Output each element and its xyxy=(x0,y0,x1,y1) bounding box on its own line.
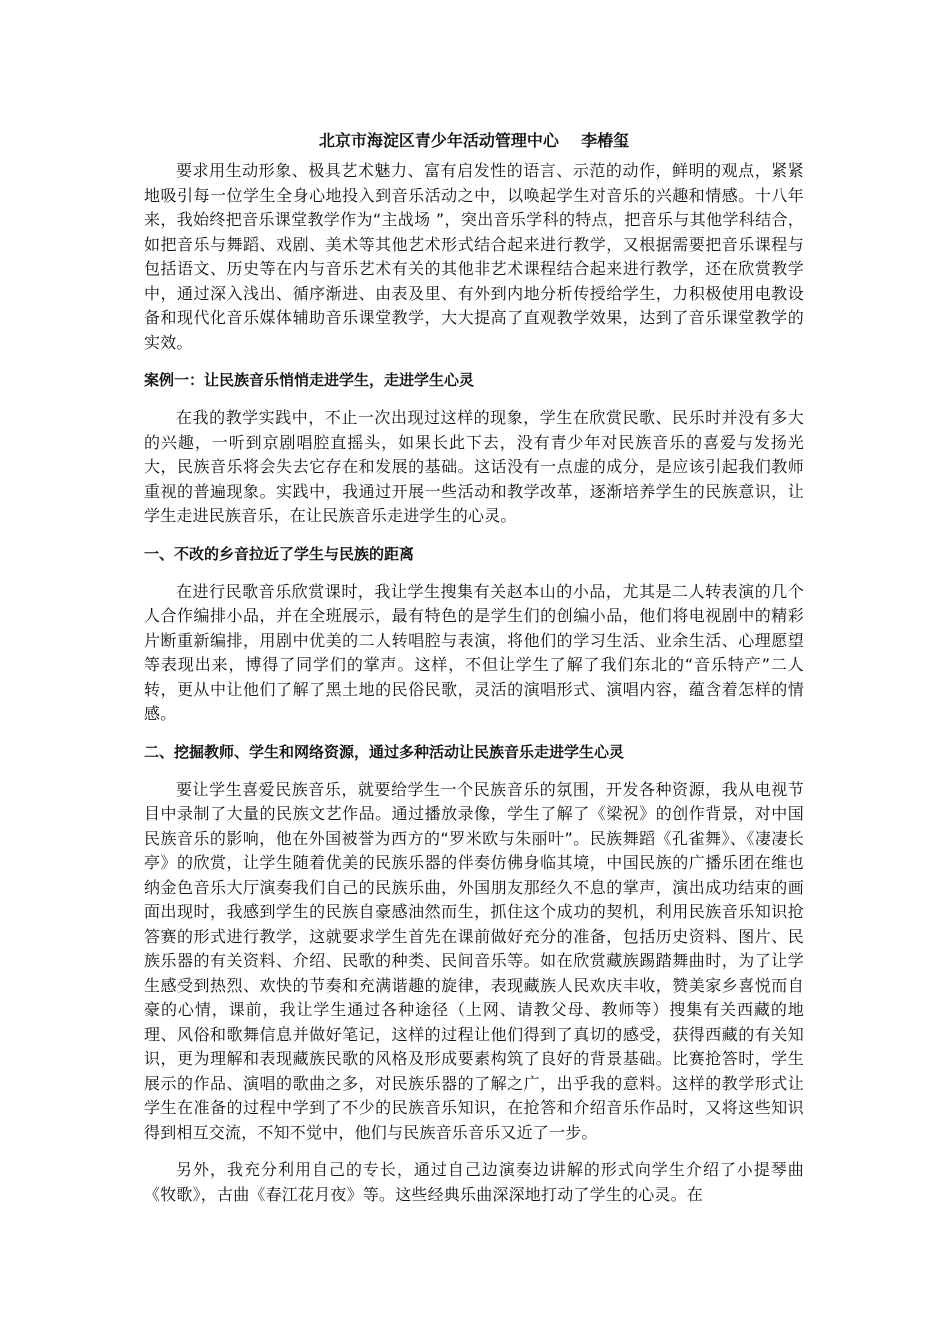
document-page xyxy=(144,128,804,1220)
document-title: 北京市海淀区青少年活动管理中心 李椿玺 xyxy=(318,131,630,150)
case-one-paragraph: 在我的教学实践中，不止一次出现过这样的现象，学生在欣赏民歌、民乐时并没有多大的兴趣，一听到京剧唱腔直摇头，如果长此下去，没有青少年对民族音乐的喜爱与发扬光大，民族音乐将会失去它存在和发展的基础。这话没有一点虚的成分，是应该引起我们教师重视的普遍现象。实践中，我通过开展一些活动和教学改革，逐渐培养学生的民族意识，让学生走进民族音乐，在让民族音乐走进学生的心灵。 xyxy=(144,408,804,525)
intro-paragraph: 要求用生动形象、极具艺术魅力、富有启发性的语言、示范的动作，鲜明的观点，紧紧地吸引每一位学生全身心地投入到音乐活动之中，以唤起学生对音乐的兴趣和情感。十八年来，我始终把音乐课堂教学作为“主战场 ”，突出音乐学科的特点，把音乐与其他学科结合，如把音乐与舞蹈、戏剧、美术等其他艺术形式结合起来进行教学，又根据需要把音乐课程与包括语文、历史等在内与音乐艺术有关的其他非艺术课程结合起来进行教学，还在欣赏教学中，通过深入浅出、循序渐进、由表及里、有外到内地分析传授给学生，力积极使用电教设备和现代化音乐媒体辅助音乐课堂教学，大大提高了直观教学效果，达到了音乐课堂教学的实效。 xyxy=(144,161,804,352)
section-two-paragraph: 要让学生喜爱民族音乐，就要给学生一个民族音乐的氛围，开发各种资源，我从电视节目中录制了大量的民族文艺作品。通过播放录像，学生了解了《梁祝》的创作背景，对中国民族音乐的影响，他在外国被誉为西方的“罗米欧与朱丽叶”。民族舞蹈《孔雀舞》、《凄凄长亭》的欣赏，让学生随着优美的民族乐器的伴奏仿佛身临其境，中国民族的广播乐团在维也纳金色音乐大厅演奏我们自己的民族乐曲，外国朋友那经久不息的掌声，演出成功结束的画面出现时，我感到学生的民族自豪感油然而生，抓住这个成功的契机，利用民族音乐知识抢答赛的形式进行教学，这就要求学生首先在课前做好充分的准备，包括历史资料、图片、民族乐器的有关资料、介绍、民歌的种类、民间音乐等。如在欣赏藏族踢踏舞曲时，为了让学生感受到热烈、欢快的节奏和充满谐趣的旋律，表现藏族人民欢庆丰收，赞美家乡喜悦而自豪的心情，课前，我让学生通过各种途径（上网、请教父母、教师等）搜集有关西藏的地理、风俗和歌舞信息并做好笔记，这样的过程让他们得到了真切的感受，获得西藏的有关知识，更为理解和表现藏族民歌的风格及形成要素构筑了良好的背景基础。比赛抢答时，学生展示的作品、演唱的歌曲之多，对民族乐器的了解之广，出乎我的意料。这样的教学形式让学生在准备的过程中学到了不少的民族音乐知识，在抢答和介绍音乐作品时，又将这些知识得到相互交流，不知不觉中，他们与民族音乐音乐又近了一步。 xyxy=(144,779,804,1142)
case-one-heading: 案例一：让民族音乐悄悄走进学生，走进学生心灵 xyxy=(144,371,475,389)
section-one-paragraph: 在进行民歌音乐欣赏课时，我让学生搜集有关赵本山的小品，尤其是二人转表演的几个人合作编排小品，并在全班展示，最有特色的是学生们的创编小品，他们将电视剧中的精彩片断重新编排，用剧中优美的二人转唱腔与表演，将他们的学习生活、业余生活、心理愿望等表现出来，博得了同学们的掌声。这样，不但让学生了解了我们东北的“音乐特产”二人转，更从中让他们了解了黑土地的民俗民歌，灵活的演唱形式、演唱内容，蕴含着怎样的情感。 xyxy=(144,581,804,723)
section-two-heading: 二、挖掘教师、学生和网络资源，通过多种活动让民族音乐走进学生心灵 xyxy=(144,742,625,761)
section-one-heading: 一、不改的乡音拉近了学生与民族的距离 xyxy=(144,544,415,563)
closing-paragraph: 另外，我充分利用自己的专长，通过自己边演奏边讲解的形式向学生介绍了小提琴曲《牧歌》，古曲《春江花月夜》等。这些经典乐曲深深地打动了学生的心灵。在 xyxy=(144,1160,804,1204)
